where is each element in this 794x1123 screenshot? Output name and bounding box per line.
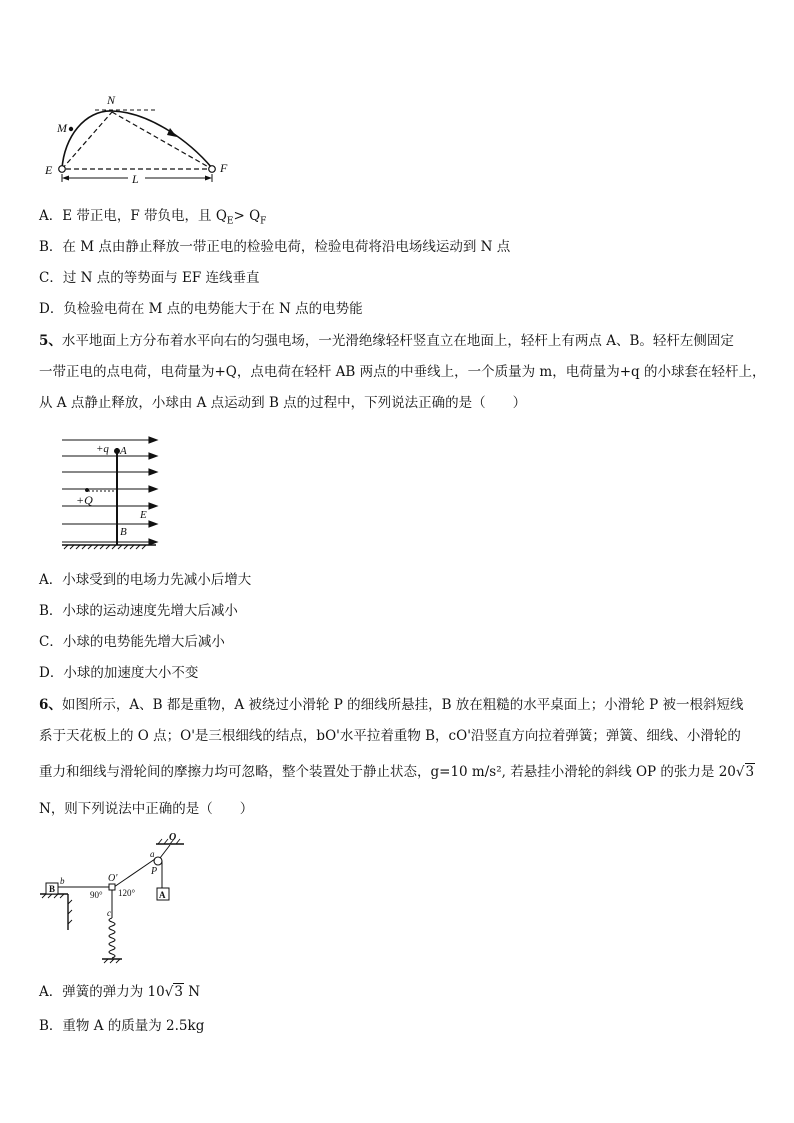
label-m: M xyxy=(57,121,67,135)
field-arrow xyxy=(167,128,177,137)
svg-text:+Q: +Q xyxy=(76,493,93,507)
figure-rod-field xyxy=(60,428,170,558)
charge-f xyxy=(209,166,216,173)
svg-text:B: B xyxy=(49,884,56,894)
q5-stem-line1: 5、水平地面上方分布着水平向右的匀强电场，一光滑绝缘轻杆竖直立在地面上，轻杆上有两点 A、B。轻杆左侧固定 xyxy=(39,333,734,349)
label-e: E xyxy=(45,163,53,177)
field-line-curve xyxy=(62,111,212,169)
charge-e xyxy=(59,166,66,173)
svg-text:a: a xyxy=(150,849,155,859)
figure-pulley-system xyxy=(38,830,198,965)
point-m xyxy=(69,127,73,131)
svg-text:90°: 90° xyxy=(90,890,103,900)
svg-text:O': O' xyxy=(108,873,118,884)
point-charge xyxy=(85,488,89,492)
q5-option-b[interactable]: B．小球的运动速度先增大后减小 xyxy=(39,603,238,619)
q6-option-b[interactable]: B．重物 A 的质量为 2.5kg xyxy=(39,1018,205,1034)
q4-option-b[interactable]: B．在 M 点由静止释放一带正电的检验电荷，检验电荷将沿电场线运动到 N 点 xyxy=(39,239,511,255)
q5-stem-line3: 从 A 点静止释放，小球由 A 点运动到 B 点的过程中，下列说法正确的是（ ） xyxy=(39,395,527,411)
q5-stem-line2: 一带正电的点电荷，电荷量为+Q，点电荷在轻杆 AB 两点的中垂线上，一个质量为 m，电荷量为+q 的小球套在轻杆上， xyxy=(39,364,766,380)
q6-option-a[interactable]: A．弹簧的弹力为 10√3 N xyxy=(39,984,201,1000)
q5-option-c[interactable]: C．小球的电势能先增大后减小 xyxy=(39,634,225,650)
q6-stem-line2: 系于天花板上的 O 点；O'是三根细线的结点，bO'水平拉着重物 B，cO'沿竖直方向拉着弹簧；弹簧、细线、小滑轮的 xyxy=(39,728,741,744)
spring xyxy=(109,918,115,958)
svg-text:O: O xyxy=(169,832,177,843)
q6-stem-line4: N，则下列说法中正确的是（ ） xyxy=(39,801,254,817)
svg-text:+q: +q xyxy=(96,443,109,455)
q4-option-a[interactable]: A．E 带正电，F 带负电，且 $Q_E> Q_F$ xyxy=(39,208,267,227)
q5-option-d[interactable]: D．小球的加速度大小不变 xyxy=(39,665,199,681)
knot-o-prime xyxy=(109,884,115,890)
q5-option-a[interactable]: A．小球受到的电场力先减小后增大 xyxy=(39,572,252,588)
label-f: F xyxy=(220,161,228,175)
svg-text:B: B xyxy=(120,526,127,538)
q4-option-c[interactable]: C．过 N 点的等势面与 EF 连线垂直 xyxy=(39,270,260,286)
svg-text:b: b xyxy=(60,876,65,886)
figure-field-line xyxy=(40,92,240,187)
label-l: L xyxy=(132,172,139,186)
svg-text:A: A xyxy=(159,890,166,900)
svg-text:120°: 120° xyxy=(118,888,136,898)
label-n: N xyxy=(107,93,116,107)
q4-option-d[interactable]: D．负检验电荷在 M 点的电势能大于在 N 点的电势能 xyxy=(39,301,363,317)
svg-text:P: P xyxy=(151,866,158,877)
q6-stem-line3: 重力和细线与滑轮间的摩擦力均可忽略，整个装置处于静止状态，g=10 m/s², 若悬挂小滑轮的斜线 OP 的张力是 20√3 xyxy=(39,764,755,780)
svg-text:E: E xyxy=(140,509,147,521)
pulley-p xyxy=(154,857,162,865)
q6-stem-line1: 6、如图所示，A、B 都是重物，A 被绕过小滑轮 P 的细线所悬挂，B 放在粗糙的水平桌面上；小滑轮 P 被一根斜短线 xyxy=(39,697,744,713)
svg-text:c: c xyxy=(107,908,111,918)
svg-text:A: A xyxy=(120,445,127,457)
